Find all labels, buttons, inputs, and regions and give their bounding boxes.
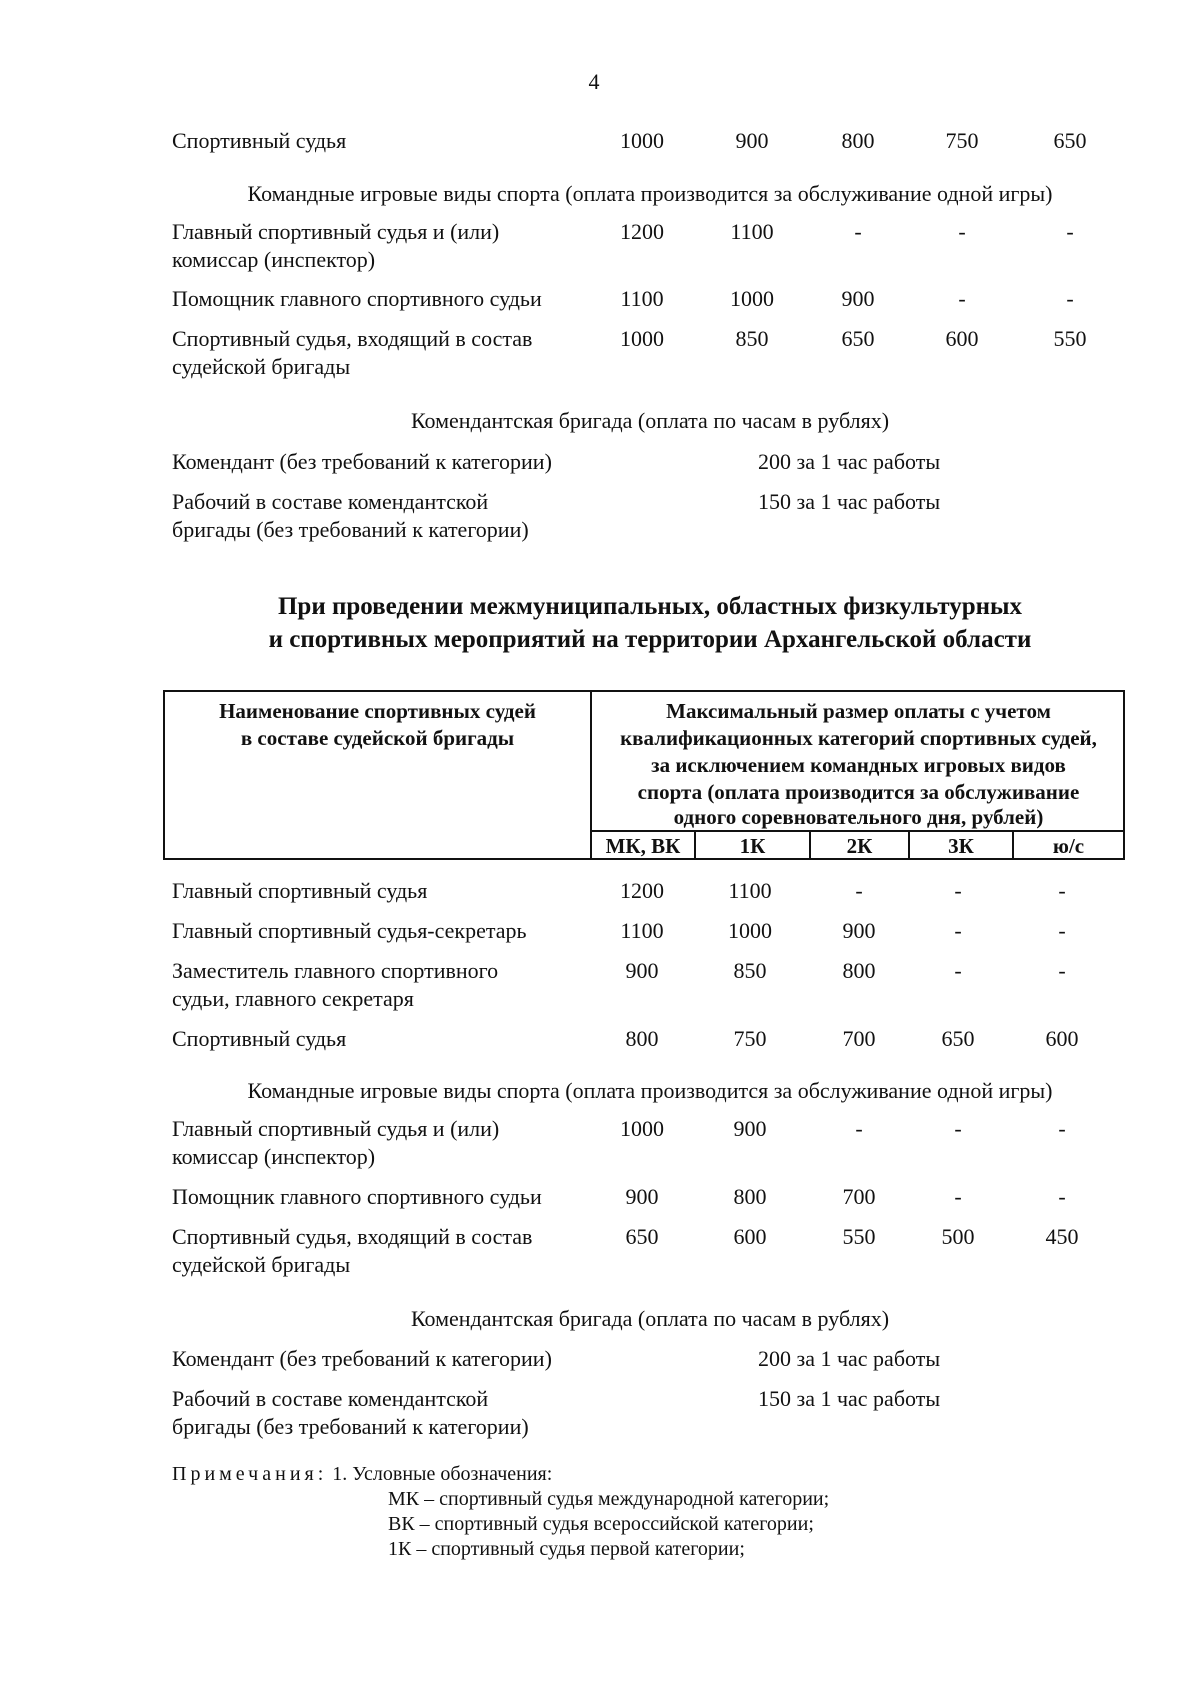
- value-cell: 850: [735, 326, 769, 351]
- row-name-continued: судейской бригады: [172, 354, 351, 379]
- row-name-continued: бригады (без требований к категории): [172, 1414, 529, 1439]
- hourly-rate: 200 за 1 час работы: [758, 449, 941, 474]
- value-cell: 1000: [620, 128, 664, 153]
- category-header-2k: 2К: [846, 834, 873, 858]
- value-cell: -: [1058, 1116, 1066, 1141]
- value-cell: 800: [733, 1184, 767, 1209]
- hourly-rate: 200 за 1 час работы: [758, 1346, 941, 1371]
- value-cell: 650: [841, 326, 875, 351]
- value-cell: 600: [945, 326, 979, 351]
- value-cell: -: [855, 878, 863, 903]
- row-name-continued: комиссар (инспектор): [172, 247, 376, 272]
- category-header-3k: 3К: [948, 834, 974, 858]
- row-name-continued: бригады (без требований к категории): [172, 517, 529, 542]
- note-item: 1К – спортивный судья первой категории;: [388, 1538, 745, 1560]
- value-cell: 500: [941, 1224, 975, 1249]
- value-cell: 1000: [730, 286, 774, 311]
- page-number: 4: [588, 69, 600, 94]
- section-title: Комендантская бригада (оплата по часам в рублях): [410, 408, 890, 433]
- value-cell: 600: [733, 1224, 767, 1249]
- row-name: Спортивный судья, входящий в состав: [172, 1224, 533, 1249]
- note-item: ВК – спортивный судья всероссийской категории;: [388, 1513, 814, 1535]
- value-cell: 1200: [620, 878, 664, 903]
- value-cell: 1000: [620, 1116, 664, 1141]
- row-name: Помощник главного спортивного судьи: [172, 1184, 542, 1209]
- note-item: МК – спортивный судья международной категории;: [388, 1488, 830, 1510]
- row-name: Главный спортивный судья и (или): [172, 219, 500, 244]
- value-cell: -: [954, 958, 962, 983]
- row-name: Главный спортивный судья и (или): [172, 1116, 500, 1141]
- value-cell: -: [954, 1116, 962, 1141]
- row-name: Заместитель главного спортивного: [172, 958, 499, 983]
- value-cell: 1200: [620, 219, 664, 244]
- value-cell: 450: [1045, 1224, 1079, 1249]
- value-cell: 900: [625, 958, 659, 983]
- section-title: Командные игровые виды спорта (оплата производится за обслуживание одной игры): [247, 181, 1053, 206]
- value-cell: -: [958, 219, 966, 244]
- value-cell: 550: [1053, 326, 1087, 351]
- value-cell: 650: [1053, 128, 1087, 153]
- value-cell: 650: [625, 1224, 659, 1249]
- section-title: Комендантская бригада (оплата по часам в рублях): [410, 1306, 890, 1331]
- row-name-continued: комиссар (инспектор): [172, 1144, 376, 1169]
- row-name: Помощник главного спортивного судьи: [172, 286, 542, 311]
- value-cell: 600: [1045, 1026, 1079, 1051]
- row-name: Главный спортивный судья-секретарь: [172, 918, 527, 943]
- value-cell: 800: [625, 1026, 659, 1051]
- value-cell: -: [954, 878, 962, 903]
- value-cell: 650: [941, 1026, 975, 1051]
- value-cell: 700: [842, 1026, 876, 1051]
- section-heading-line-2: и спортивных мероприятий на территории Архангельской области: [268, 626, 1032, 653]
- row-name: Комендант (без требований к категории): [172, 1346, 552, 1371]
- category-header-1k: 1К: [739, 834, 766, 858]
- value-cell: 800: [841, 128, 875, 153]
- row-name: Рабочий в составе комендантской: [172, 489, 489, 514]
- header-payment-line: квалификационных категорий спортивных судей,: [620, 726, 1097, 750]
- row-name: Рабочий в составе комендантской: [172, 1386, 489, 1411]
- value-cell: 900: [625, 1184, 659, 1209]
- value-cell: 700: [842, 1184, 876, 1209]
- notes-line: [172, 1462, 552, 1487]
- value-cell: 1100: [730, 219, 774, 244]
- value-cell: 1100: [620, 918, 664, 943]
- hourly-rate: 150 за 1 час работы: [758, 1386, 941, 1411]
- row-name-continued: судьи, главного секретаря: [172, 986, 414, 1011]
- notes-intro: 1. Условные обозначения:: [327, 1463, 553, 1485]
- row-name: Главный спортивный судья: [172, 878, 428, 903]
- category-header-mk-vk: МК, ВК: [605, 834, 681, 858]
- value-cell: -: [1058, 1184, 1066, 1209]
- row-name-continued: судейской бригады: [172, 1252, 351, 1277]
- value-cell: -: [1058, 878, 1066, 903]
- value-cell: 1000: [728, 918, 772, 943]
- value-cell: -: [855, 1116, 863, 1141]
- header-payment-line: Максимальный размер оплаты с учетом: [666, 699, 1051, 723]
- value-cell: -: [854, 219, 862, 244]
- value-cell: -: [1058, 958, 1066, 983]
- header-payment-line: спорта (оплата производится за обслуживание: [637, 780, 1080, 804]
- value-cell: 1100: [620, 286, 664, 311]
- header-names-line: в составе судейской бригады: [240, 726, 515, 750]
- section-title: Командные игровые виды спорта (оплата производится за обслуживание одной игры): [247, 1078, 1053, 1103]
- section-heading-line-1: При проведении межмуниципальных, областных физкультурных: [277, 593, 1023, 620]
- value-cell: 850: [733, 958, 767, 983]
- value-cell: 900: [733, 1116, 767, 1141]
- value-cell: 900: [841, 286, 875, 311]
- value-cell: -: [958, 286, 966, 311]
- value-cell: 1100: [728, 878, 772, 903]
- row-name: Спортивный судья: [172, 128, 347, 153]
- value-cell: 750: [945, 128, 979, 153]
- row-name: Спортивный судья: [172, 1026, 347, 1051]
- value-cell: 550: [842, 1224, 876, 1249]
- row-name: Спортивный судья, входящий в состав: [172, 326, 533, 351]
- category-header-ys: ю/с: [1052, 834, 1085, 858]
- value-cell: 750: [733, 1026, 767, 1051]
- header-payment-line: одного соревновательного дня, рублей): [673, 805, 1044, 829]
- value-cell: 900: [735, 128, 769, 153]
- table-header: [163, 690, 1125, 860]
- row-name: Комендант (без требований к категории): [172, 449, 552, 474]
- header-names-line: Наименование спортивных судей: [219, 699, 536, 723]
- hourly-rate: 150 за 1 час работы: [758, 489, 941, 514]
- value-cell: 800: [842, 958, 876, 983]
- header-payment-line: за исключением командных игровых видов: [651, 753, 1066, 777]
- value-cell: -: [1058, 918, 1066, 943]
- value-cell: -: [1066, 219, 1074, 244]
- value-cell: -: [954, 918, 962, 943]
- value-cell: -: [1066, 286, 1074, 311]
- value-cell: -: [954, 1184, 962, 1209]
- notes-label: Примечания:: [172, 1463, 328, 1485]
- value-cell: 900: [842, 918, 876, 943]
- value-cell: 1000: [620, 326, 664, 351]
